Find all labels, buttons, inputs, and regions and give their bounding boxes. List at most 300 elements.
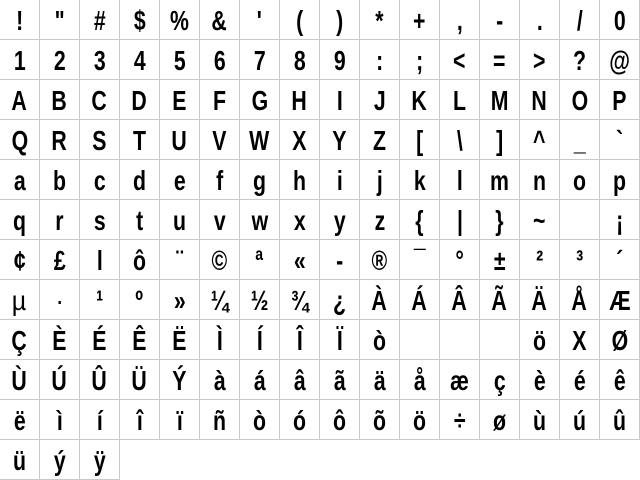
glyph: \ (456, 125, 463, 156)
glyph: | (456, 205, 463, 236)
glyph-cell[interactable] (560, 40, 600, 80)
glyph-cell[interactable] (400, 200, 440, 240)
glyph-cell[interactable] (280, 160, 320, 200)
glyph-cell[interactable] (360, 320, 400, 360)
glyph-cell[interactable] (600, 280, 640, 320)
glyph: Ë (172, 325, 187, 356)
char-row (0, 440, 640, 480)
glyph: % (170, 5, 189, 36)
glyph-cell[interactable] (40, 320, 80, 360)
glyph: ä (373, 365, 386, 396)
glyph-cell[interactable] (600, 160, 640, 200)
glyph-cell[interactable] (200, 0, 240, 40)
glyph-cell[interactable] (80, 0, 120, 40)
glyph: ï (176, 405, 183, 436)
glyph-cell[interactable] (40, 120, 80, 160)
glyph: Z (372, 125, 386, 156)
glyph-cell[interactable] (520, 360, 560, 400)
glyph-cell[interactable] (440, 120, 480, 160)
glyph-cell[interactable] (40, 200, 80, 240)
glyph-cell[interactable] (560, 320, 600, 360)
glyph-cell[interactable] (40, 80, 80, 120)
glyph-cell[interactable] (600, 40, 640, 80)
glyph-cell[interactable] (120, 360, 160, 400)
glyph: t (135, 205, 144, 236)
glyph: Á (411, 285, 428, 316)
glyph-cell[interactable] (320, 360, 360, 400)
glyph-cell[interactable] (200, 80, 240, 120)
glyph-cell[interactable] (280, 0, 320, 40)
glyph: V (212, 125, 227, 156)
glyph-cell[interactable] (480, 120, 520, 160)
glyph-cell[interactable] (0, 80, 40, 120)
glyph: - (495, 5, 504, 36)
glyph-cell[interactable] (440, 240, 480, 280)
glyph: O (571, 85, 588, 116)
glyph-cell[interactable] (40, 400, 80, 440)
glyph: = (493, 45, 506, 76)
glyph-cell[interactable] (480, 360, 520, 400)
glyph-cell[interactable] (0, 320, 40, 360)
glyph: K (411, 85, 428, 116)
glyph-cell[interactable] (520, 120, 560, 160)
glyph: L (452, 85, 466, 116)
char-row (0, 240, 640, 280)
glyph: ü (12, 445, 26, 476)
glyph-cell[interactable] (240, 360, 280, 400)
glyph-cell[interactable] (360, 400, 400, 440)
glyph: 4 (133, 45, 146, 76)
glyph: É (92, 325, 107, 356)
glyph-cell[interactable] (240, 80, 280, 120)
glyph: M (490, 85, 509, 116)
glyph-cell[interactable] (40, 440, 80, 480)
glyph-cell[interactable] (120, 160, 160, 200)
glyph-cell-empty[interactable] (400, 320, 440, 360)
glyph: y (333, 205, 346, 236)
glyph: Å (571, 285, 588, 316)
glyph-cell[interactable] (80, 200, 120, 240)
glyph: e (173, 165, 186, 196)
glyph: ý (53, 445, 66, 476)
glyph: ë (13, 405, 26, 436)
glyph-cell[interactable] (440, 160, 480, 200)
glyph: ó (292, 405, 306, 436)
glyph-cell[interactable] (120, 0, 160, 40)
glyph-cell[interactable] (160, 240, 200, 280)
glyph: È (52, 325, 67, 356)
glyph: x (293, 205, 306, 236)
glyph-cell[interactable] (280, 120, 320, 160)
glyph-cell[interactable] (400, 40, 440, 80)
glyph-cell[interactable] (40, 280, 80, 320)
glyph-cell[interactable] (120, 400, 160, 440)
glyph-cell[interactable] (560, 280, 600, 320)
glyph-cell[interactable] (360, 80, 400, 120)
glyph: c (93, 165, 106, 196)
glyph-cell[interactable] (480, 400, 520, 440)
glyph: Ú (51, 365, 68, 396)
glyph-cell[interactable] (160, 40, 200, 80)
glyph: ç (493, 365, 506, 396)
glyph: j (376, 165, 383, 196)
glyph: E (172, 85, 187, 116)
glyph-cell[interactable] (360, 280, 400, 320)
glyph-cell[interactable] (360, 0, 400, 40)
glyph-cell[interactable] (40, 360, 80, 400)
glyph-cell[interactable] (560, 80, 600, 120)
glyph: H (291, 85, 308, 116)
glyph: ô (332, 405, 346, 436)
glyph: Ì (216, 325, 223, 356)
glyph: r (55, 205, 64, 236)
glyph: á (253, 365, 266, 396)
glyph-cell[interactable] (480, 160, 520, 200)
glyph: ù (532, 405, 546, 436)
char-row (0, 80, 640, 120)
glyph-cell[interactable] (160, 400, 200, 440)
glyph-cell[interactable] (160, 360, 200, 400)
glyph: ³ (575, 245, 584, 276)
glyph-cell[interactable] (200, 120, 240, 160)
glyph: û (612, 405, 626, 436)
glyph-cell[interactable] (400, 280, 440, 320)
glyph-cell[interactable] (120, 120, 160, 160)
glyph: ê (613, 365, 626, 396)
glyph-cell[interactable] (400, 400, 440, 440)
glyph-cell[interactable] (120, 280, 160, 320)
glyph-cell[interactable] (240, 400, 280, 440)
glyph-cell[interactable] (280, 200, 320, 240)
glyph-cell[interactable] (560, 0, 600, 40)
char-row (0, 0, 640, 40)
glyph-cell[interactable] (320, 200, 360, 240)
char-row (0, 400, 640, 440)
glyph-cell[interactable] (160, 0, 200, 40)
glyph-cell[interactable] (400, 240, 440, 280)
glyph-cell[interactable] (600, 360, 640, 400)
glyph-cell[interactable] (80, 40, 120, 80)
glyph: g (252, 165, 266, 196)
glyph-cell[interactable] (320, 160, 360, 200)
glyph-cell[interactable] (280, 280, 320, 320)
glyph: G (251, 85, 268, 116)
glyph-cell[interactable] (440, 40, 480, 80)
glyph: ? (572, 45, 586, 76)
glyph: Î (296, 325, 303, 356)
glyph-cell[interactable] (600, 240, 640, 280)
glyph-cell[interactable] (320, 240, 360, 280)
glyph: ~ (533, 205, 546, 236)
glyph-cell-empty[interactable] (440, 320, 480, 360)
glyph-cell[interactable] (200, 200, 240, 240)
glyph-cell[interactable] (560, 240, 600, 280)
glyph-cell[interactable] (280, 320, 320, 360)
glyph-cell[interactable] (320, 80, 360, 120)
char-row (0, 200, 640, 240)
glyph-cell[interactable] (440, 400, 480, 440)
glyph-cell[interactable] (120, 200, 160, 240)
glyph: z (374, 205, 385, 236)
glyph-cell[interactable] (240, 160, 280, 200)
glyph-cell[interactable] (200, 320, 240, 360)
glyph-cell[interactable] (600, 320, 640, 360)
glyph-cell[interactable] (80, 320, 120, 360)
glyph-cell[interactable] (80, 120, 120, 160)
glyph-cell[interactable] (480, 200, 520, 240)
glyph-cell[interactable] (400, 360, 440, 400)
glyph: ' (256, 5, 263, 36)
glyph-cell[interactable] (80, 280, 120, 320)
glyph-cell[interactable] (520, 320, 560, 360)
glyph: Y (332, 125, 347, 156)
glyph-cell[interactable] (200, 400, 240, 440)
glyph-cell[interactable] (360, 160, 400, 200)
glyph-cell[interactable] (80, 160, 120, 200)
glyph-cell[interactable] (240, 40, 280, 80)
glyph-cell[interactable] (520, 240, 560, 280)
glyph-cell[interactable] (400, 80, 440, 120)
glyph-cell[interactable] (320, 280, 360, 320)
glyph-cell[interactable] (600, 120, 640, 160)
glyph: â (293, 365, 306, 396)
glyph: A (11, 85, 28, 116)
glyph: ÷ (453, 405, 466, 436)
glyph-cell[interactable] (480, 40, 520, 80)
glyph-cell[interactable] (240, 320, 280, 360)
glyph-cell[interactable] (280, 240, 320, 280)
glyph-cell[interactable] (0, 40, 40, 80)
glyph: Ü (131, 365, 148, 396)
glyph-cell[interactable] (0, 240, 40, 280)
glyph: / (576, 5, 583, 36)
glyph-cell[interactable] (600, 200, 640, 240)
glyph-cell[interactable] (320, 40, 360, 80)
glyph-cell[interactable] (280, 80, 320, 120)
glyph: > (533, 45, 546, 76)
glyph-cell[interactable] (80, 440, 120, 480)
glyph-cell[interactable] (120, 80, 160, 120)
glyph-cell[interactable] (520, 160, 560, 200)
glyph-cell[interactable] (360, 240, 400, 280)
glyph-cell[interactable] (0, 400, 40, 440)
glyph-cell[interactable] (160, 320, 200, 360)
glyph: ø (492, 405, 506, 436)
glyph-cell[interactable] (0, 360, 40, 400)
char-row (0, 160, 640, 200)
glyph: - (335, 245, 344, 276)
glyph: · (55, 285, 64, 316)
glyph: W (249, 125, 270, 156)
glyph: b (52, 165, 66, 196)
char-row (0, 360, 640, 400)
glyph-cell[interactable] (80, 360, 120, 400)
glyph-cell[interactable] (560, 400, 600, 440)
glyph-cell[interactable] (160, 200, 200, 240)
glyph: Ç (11, 325, 28, 356)
glyph: w (251, 205, 268, 236)
glyph: 3 (93, 45, 106, 76)
glyph-cell[interactable] (240, 280, 280, 320)
glyph: Ã (491, 285, 508, 316)
glyph-cell[interactable] (160, 80, 200, 120)
glyph-cell[interactable] (400, 120, 440, 160)
glyph-cell[interactable] (0, 280, 40, 320)
glyph-cell[interactable] (120, 320, 160, 360)
char-row (0, 40, 640, 80)
glyph: R (51, 125, 68, 156)
glyph-cell[interactable] (280, 360, 320, 400)
glyph-cell[interactable] (240, 0, 280, 40)
glyph-cell[interactable] (280, 40, 320, 80)
glyph: £ (53, 245, 66, 276)
glyph: U (171, 125, 188, 156)
char-row (0, 120, 640, 160)
glyph-cell[interactable] (480, 240, 520, 280)
glyph-cell[interactable] (440, 0, 480, 40)
glyph: Ï (336, 325, 343, 356)
glyph-cell[interactable] (480, 80, 520, 120)
glyph-cell[interactable] (440, 360, 480, 400)
glyph-cell-empty[interactable] (480, 320, 520, 360)
glyph: N (531, 85, 548, 116)
glyph-cell[interactable] (0, 120, 40, 160)
glyph: ` (615, 125, 624, 156)
glyph: ö (412, 405, 426, 436)
glyph: k (413, 165, 426, 196)
glyph: o (572, 165, 586, 196)
glyph-cell[interactable] (600, 400, 640, 440)
glyph-cell[interactable] (320, 400, 360, 440)
glyph-cell[interactable] (560, 160, 600, 200)
glyph-cell[interactable] (520, 40, 560, 80)
glyph: ¾ (290, 285, 309, 316)
glyph-cell[interactable] (320, 120, 360, 160)
glyph-cell[interactable] (40, 160, 80, 200)
glyph-cell[interactable] (200, 40, 240, 80)
glyph: J (373, 85, 386, 116)
glyph-cell[interactable] (240, 200, 280, 240)
glyph: } (495, 205, 504, 236)
glyph: õ (372, 405, 386, 436)
glyph: è (533, 365, 546, 396)
glyph-cell[interactable] (80, 400, 120, 440)
glyph: [ (415, 125, 424, 156)
glyph-cell[interactable] (360, 40, 400, 80)
glyph: º (135, 285, 144, 316)
glyph: Í (256, 325, 263, 356)
glyph-cell[interactable] (80, 240, 120, 280)
glyph: : (375, 45, 384, 76)
char-row (0, 320, 640, 360)
glyph-cell[interactable] (240, 240, 280, 280)
glyph-cell[interactable] (200, 360, 240, 400)
glyph-cell[interactable] (480, 280, 520, 320)
glyph-cell[interactable] (80, 80, 120, 120)
glyph-cell[interactable] (240, 120, 280, 160)
glyph-cell[interactable] (40, 40, 80, 80)
glyph-cell[interactable] (520, 280, 560, 320)
glyph: é (573, 365, 586, 396)
glyph-cell[interactable] (360, 200, 400, 240)
glyph-cell[interactable] (200, 280, 240, 320)
glyph: 1 (13, 45, 26, 76)
glyph-cell[interactable] (520, 400, 560, 440)
glyph: a (13, 165, 26, 196)
glyph: ÿ (93, 445, 106, 476)
glyph: F (212, 85, 226, 116)
glyph: X (572, 325, 587, 356)
glyph-cell[interactable] (320, 0, 360, 40)
glyph-cell[interactable] (600, 80, 640, 120)
glyph: { (415, 205, 424, 236)
glyph-cell[interactable] (440, 200, 480, 240)
glyph-cell[interactable] (400, 160, 440, 200)
glyph-cell[interactable] (560, 120, 600, 160)
glyph-cell[interactable] (520, 200, 560, 240)
glyph-cell[interactable] (0, 160, 40, 200)
glyph: , (456, 5, 463, 36)
glyph-cell[interactable] (440, 80, 480, 120)
glyph-cell[interactable] (520, 80, 560, 120)
glyph: ± (493, 245, 506, 276)
glyph: q (12, 205, 26, 236)
glyph: 2 (53, 45, 66, 76)
glyph: ] (495, 125, 504, 156)
glyph: ô (132, 245, 146, 276)
glyph-cell[interactable] (160, 120, 200, 160)
glyph: ¿ (332, 285, 346, 316)
glyph: f (215, 165, 224, 196)
glyph-cell[interactable] (40, 240, 80, 280)
glyph-cell[interactable] (120, 240, 160, 280)
glyph: 9 (333, 45, 346, 76)
glyph: ½ (250, 285, 269, 316)
glyph-cell[interactable] (0, 440, 40, 480)
glyph-cell[interactable] (160, 160, 200, 200)
glyph-cell[interactable] (560, 360, 600, 400)
glyph-cell[interactable] (440, 280, 480, 320)
glyph-cell[interactable] (400, 0, 440, 40)
glyph-cell[interactable] (120, 40, 160, 80)
glyph-cell[interactable] (280, 400, 320, 440)
glyph: ! (15, 5, 24, 36)
glyph-cell[interactable] (40, 0, 80, 40)
glyph: ( (295, 5, 304, 36)
glyph-cell[interactable] (600, 0, 640, 40)
glyph-cell[interactable] (360, 360, 400, 400)
glyph: . (536, 5, 543, 36)
glyph-cell[interactable] (0, 200, 40, 240)
glyph-cell[interactable] (200, 160, 240, 200)
glyph: æ (450, 365, 469, 396)
glyph: å (413, 365, 426, 396)
glyph-cell[interactable] (200, 240, 240, 280)
glyph-cell[interactable] (160, 280, 200, 320)
glyph-cell[interactable] (520, 0, 560, 40)
glyph-cell-empty[interactable] (560, 200, 600, 240)
glyph: v (213, 205, 226, 236)
glyph: Æ (608, 285, 631, 316)
glyph: _ (573, 125, 586, 156)
glyph: $ (133, 5, 146, 36)
glyph-cell[interactable] (0, 0, 40, 40)
glyph-cell[interactable] (480, 0, 520, 40)
glyph-cell[interactable] (360, 120, 400, 160)
glyph: ¡ (615, 205, 624, 236)
glyph-cell[interactable] (320, 320, 360, 360)
glyph: ^ (533, 125, 546, 156)
